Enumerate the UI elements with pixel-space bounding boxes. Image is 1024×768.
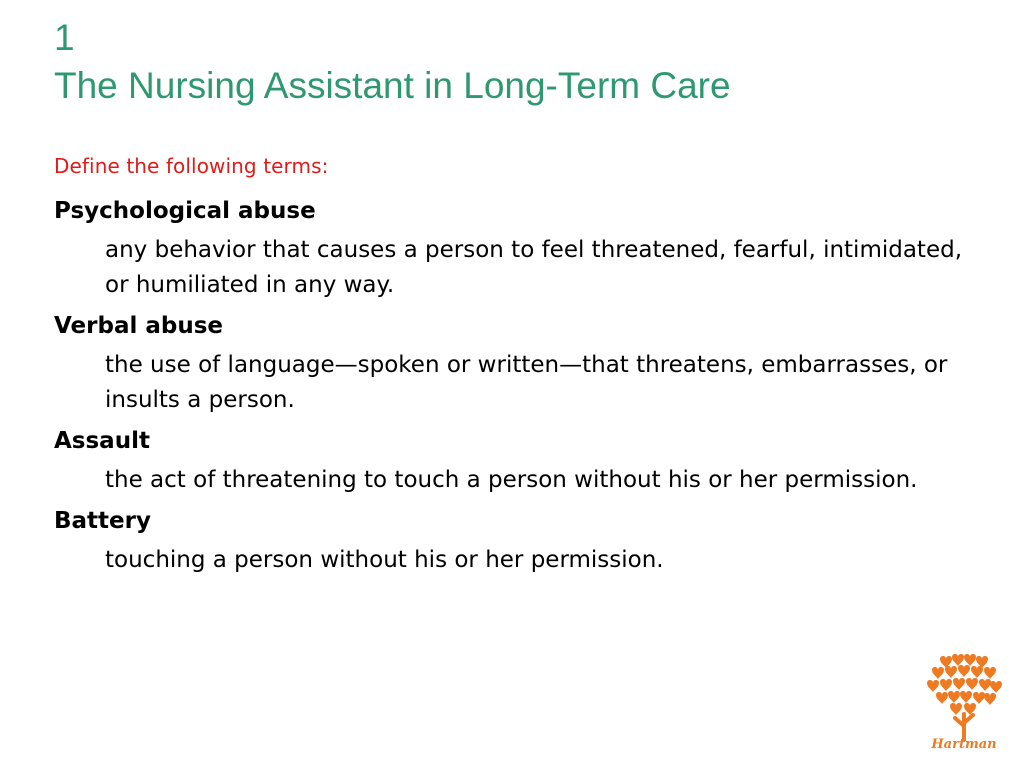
term-name: Verbal abuse [54, 313, 224, 339]
chapter-number: 1 [54, 17, 75, 58]
slide-title [54, 14, 731, 110]
term-definition: the act of threatening to touch a person without his or her permission. [105, 467, 918, 493]
term-name: Psychological abuse [54, 198, 316, 224]
instruction-text: Define the following terms: [54, 154, 329, 178]
term-definition: any behavior that causes a person to feel threatened, fearful, intimidated, or humiliated in any way. [105, 237, 963, 298]
term-definition: touching a person without his or her permission. [105, 547, 664, 573]
term-name: Assault [54, 428, 150, 454]
term-name: Battery [54, 508, 151, 534]
logo-text: Hartman [931, 737, 997, 752]
term-definition: the use of language—spoken or written—that threatens, embarrasses, or insults a person. [105, 352, 948, 413]
terms-list [54, 194, 1004, 578]
chapter-title: The Nursing Assistant in Long-Term Care [54, 65, 731, 106]
